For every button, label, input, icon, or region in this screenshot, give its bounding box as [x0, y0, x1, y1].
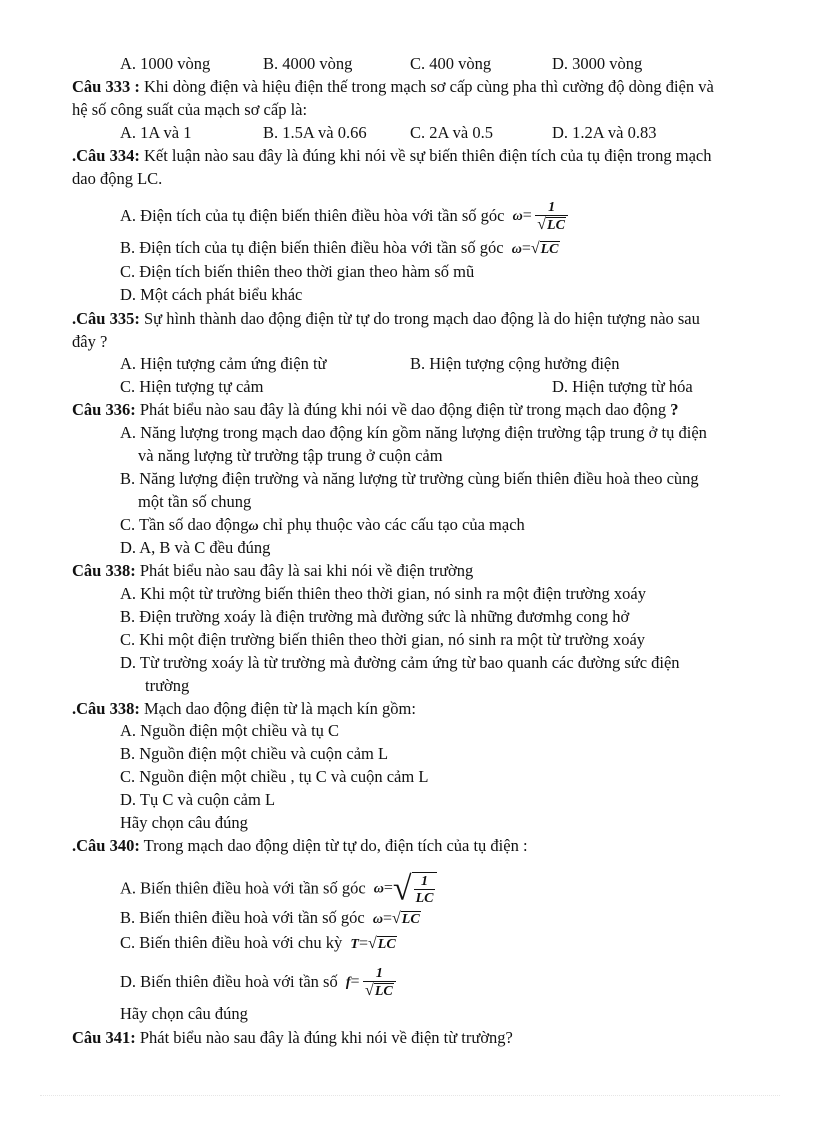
option-a: A. 1000 vòng	[120, 54, 211, 73]
question-label: .Câu 334:	[72, 146, 140, 165]
formula-omega-inv-sqrt-lc: ω= $\frac{1}{√LC}$	[513, 200, 568, 234]
question-label: Câu 333 :	[72, 77, 140, 96]
formula-omega-sqrt-lc: ω=√LC	[372, 909, 420, 927]
question-335	[72, 309, 700, 329]
option-b: B. Năng lượng điện trường và năng lượng từ trường cùng biến thiên điều hoà theo cùng	[120, 469, 699, 488]
question-text-cont: đây ?	[72, 332, 108, 351]
question-text: Phát biểu nào sau đây là đúng khi nói về điện từ trường?	[135, 1028, 513, 1047]
option-d: D. 3000 vòng	[552, 54, 643, 73]
option-text: B. Điện tích của tụ điện biến thiên điều hòa với tần số góc	[120, 238, 504, 257]
question-text: Mạch dao động điện từ là mạch kín gồm:	[139, 699, 416, 718]
option-c: C. Khi một điện trường biến thiên theo thời gian, nó sinh ra một từ trường xoáy	[120, 630, 646, 649]
instruction: Hãy chọn câu đúng	[120, 1004, 248, 1023]
option-text: B. Biến thiên điều hoà với tần số góc	[120, 908, 365, 927]
option-b	[120, 908, 421, 930]
question-label: Câu 338:	[72, 561, 136, 580]
question-label: .Câu 340:	[72, 836, 140, 855]
question-340	[72, 836, 528, 856]
question-334	[72, 146, 711, 166]
option-text: C. Biến thiên điều hoà với chu kỳ	[120, 933, 343, 952]
formula-period-sqrt-lc: T=√LC	[350, 934, 396, 952]
question-text-cont: dao động LC.	[72, 169, 163, 188]
option-d: D. Hiện tượng từ hóa	[552, 377, 693, 396]
option-b: B. 4000 vòng	[263, 54, 353, 73]
question-text: Trong mạch dao động diện từ tự do, điện tích của tụ điện :	[139, 836, 528, 855]
option-c: C. 400 vòng	[410, 54, 492, 73]
option-b: B. Nguồn điện một chiều và cuộn cảm L	[120, 744, 389, 763]
option-b-cont: một tần số chung	[138, 492, 252, 511]
question-text: Phát biểu nào sau đây là đúng khi nói về dao động điện từ trong mạch dao động	[135, 400, 671, 419]
option-text: A. Điện tích của tụ điện biến thiên điều hòa với tần số góc	[120, 205, 505, 225]
option-b: B. Hiện tượng cộng hưởng điện	[410, 354, 620, 373]
option-c: C. Điện tích biến thiên theo thời gian theo hàm số mũ	[120, 262, 475, 281]
question-label: Câu 336:	[72, 400, 136, 419]
option-b: B. 1.5A và 0.66	[263, 123, 367, 142]
question-text-cont: hệ số công suất của mạch sơ cấp là:	[72, 100, 308, 119]
option-d: D. 1.2A và 0.83	[552, 123, 657, 142]
option-a-cont: và năng lượng từ trường tập trung ở cuộn cảm	[138, 446, 443, 465]
option-d: D. A, B và C đều đúng	[120, 538, 271, 557]
question-text: Phát biểu nào sau đây là sai khi nói về điện trường	[135, 561, 474, 580]
question-336: Câu 336: Phát biểu nào sau đây là đúng khi nói về dao động điện từ trong mạch dao động ?	[72, 400, 679, 419]
option-d: D. Một cách phát biểu khác	[120, 285, 303, 304]
formula-frequency-inv-sqrt-lc: f= $\frac{1}{√LC}$	[346, 966, 396, 1000]
option-c	[120, 933, 397, 955]
question-333	[72, 77, 714, 97]
option-text: A. Biến thiên điều hoà với tần số góc	[120, 878, 366, 898]
question-label: .Câu 338:	[72, 699, 140, 718]
question-text: Kết luận nào sau đây là đúng khi nói về sự biến thiên điện tích của tụ điện trong mạch	[139, 146, 712, 165]
option-b: B. Điện trường xoáy là điện trường mà đường sức là những đươmhg cong hở	[120, 607, 630, 626]
option-a: A. Khi một từ trường biến thiên theo thời gian, nó sinh ra một điện trường xoáy	[120, 584, 646, 603]
option-c: C. Nguồn điện một chiều , tụ C và cuộn cảm L	[120, 767, 429, 786]
option-c: C. 2A và 0.5	[410, 123, 493, 142]
instruction: Hãy chọn câu đúng	[120, 813, 248, 832]
question-text: Khi dòng điện và hiệu điện thế trong mạch sơ cấp cùng pha thì cường độ dòng điện và	[139, 77, 714, 96]
option-text: D. Biến thiên điều hoà với tần số	[120, 971, 338, 991]
option-d-cont: trường	[145, 676, 190, 695]
option-c: C. Tần số dao độngω chỉ phụ thuộc vào các cấu tạo của mạch	[120, 515, 525, 534]
question-label: .Câu 335:	[72, 309, 140, 328]
option-a	[120, 872, 437, 907]
option-a	[120, 200, 568, 234]
option-a: A. Hiện tượng cảm ứng điện từ	[120, 354, 327, 373]
page-divider	[40, 1095, 780, 1096]
option-a: A. 1A và 1	[120, 123, 192, 142]
option-d: D. Từ trường xoáy là từ trường mà đường cảm ứng từ bao quanh các đường sức điện	[120, 653, 680, 672]
question-341	[72, 1028, 513, 1048]
question-338-b	[72, 699, 416, 719]
option-d	[120, 966, 396, 1000]
formula-omega-sqrt-inv-lc: ω=√ $\frac{1}{LC}$	[374, 872, 438, 907]
option-c: C. Hiện tượng tự cảm	[120, 377, 264, 396]
option-d: D. Tụ C và cuộn cảm L	[120, 790, 276, 809]
question-text: Sự hình thành dao động điện từ tự do trong mạch dao động là do hiện tượng nào sau	[139, 309, 700, 328]
option-b	[120, 238, 560, 260]
option-a: A. Nguồn điện một chiều và tụ C	[120, 721, 340, 740]
question-338	[72, 561, 473, 581]
question-label: Câu 341:	[72, 1028, 136, 1047]
formula-omega-sqrt-lc: ω=√LC	[511, 239, 559, 257]
option-a: A. Năng lượng trong mạch dao động kín gồm năng lượng điện trường tập trung ở tụ điện	[120, 423, 707, 442]
